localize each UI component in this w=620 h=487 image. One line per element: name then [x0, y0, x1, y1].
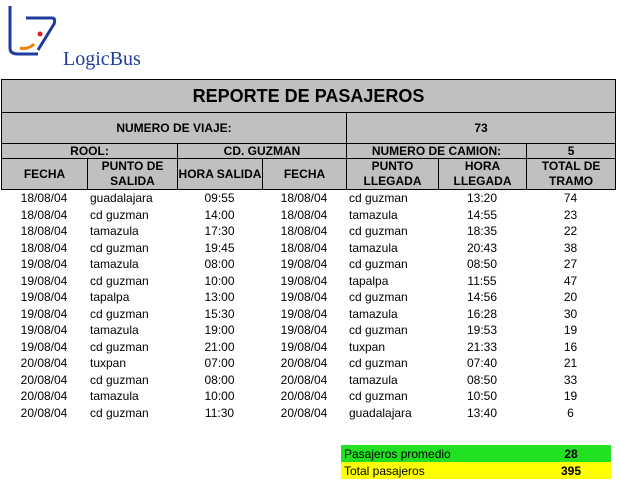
cell-punto-salida: tamazula: [90, 257, 139, 272]
table-row: [1, 273, 615, 290]
cell-punto-salida: cd guzman: [90, 339, 149, 354]
cell-punto-salida: cd guzman: [90, 306, 149, 321]
cell-punto-salida: cd guzman: [90, 372, 149, 387]
cell-fecha-llegada: 19/08/04: [280, 323, 328, 338]
cell-hora-llegada: 13:20: [466, 191, 498, 206]
cell-punto-salida: guadalajara: [90, 191, 153, 206]
cell-fecha-salida: 19/08/04: [20, 323, 68, 338]
cell-hora-llegada: 16:28: [466, 306, 498, 321]
cell-fecha-salida: 19/08/04: [20, 339, 68, 354]
column-header-hora-llegada: HORA LLEGADA: [439, 159, 527, 190]
cell-hora-salida: 13:00: [204, 290, 235, 305]
numero-viaje-value: 73: [347, 113, 616, 144]
cell-hora-llegada: 21:33: [466, 339, 498, 354]
cell-total-tramo: 19: [563, 323, 578, 338]
cell-hora-salida: 08:00: [204, 372, 235, 387]
cell-hora-llegada: 10:50: [466, 389, 498, 404]
table-row: [1, 355, 615, 372]
cell-punto-llegada: cd guzman: [349, 224, 408, 239]
cell-hora-salida: 19:00: [204, 323, 235, 338]
logicbus-logo: [4, 4, 164, 74]
cell-punto-salida: tapalpa: [90, 290, 130, 305]
cell-fecha-salida: 19/08/04: [20, 257, 68, 272]
cell-hora-llegada: 19:53: [466, 323, 498, 338]
column-header-fecha-llegada: FECHA: [263, 159, 347, 190]
cell-hora-salida: 09:55: [204, 191, 235, 206]
cell-total-tramo: 27: [563, 257, 578, 272]
cell-hora-llegada: 07:40: [466, 356, 498, 371]
cell-fecha-salida: 18/08/04: [20, 224, 68, 239]
table-row: [1, 306, 615, 323]
table-row: [1, 322, 615, 339]
cell-total-tramo: 38: [563, 240, 578, 255]
cell-hora-salida: 19:45: [204, 240, 235, 255]
cell-fecha-llegada: 20/08/04: [280, 372, 328, 387]
cell-total-tramo: 33: [563, 372, 578, 387]
cell-hora-salida: 10:00: [204, 389, 235, 404]
cell-fecha-llegada: 20/08/04: [280, 389, 328, 404]
cell-fecha-salida: 18/08/04: [20, 240, 68, 255]
cell-punto-salida: tuxpan: [90, 356, 127, 371]
logo-mark-icon: [4, 4, 64, 60]
cell-total-tramo: 47: [563, 273, 578, 288]
table-row: [1, 405, 615, 422]
column-header-punto-llegada: PUNTO LLEGADA: [347, 159, 439, 190]
column-header-punto-salida: PUNTO DE SALIDA: [88, 159, 178, 190]
cell-hora-llegada: 08:50: [466, 257, 498, 272]
cell-fecha-llegada: 19/08/04: [280, 306, 328, 321]
cell-hora-llegada: 14:55: [466, 207, 498, 222]
cell-fecha-llegada: 20/08/04: [280, 356, 328, 371]
cell-total-tramo: 30: [563, 306, 578, 321]
cell-punto-salida: cd guzman: [90, 273, 149, 288]
cell-punto-salida: cd guzman: [90, 405, 149, 420]
table-row: [1, 388, 615, 405]
cell-fecha-llegada: 18/08/04: [280, 224, 328, 239]
cell-total-tramo: 16: [563, 339, 578, 354]
cell-fecha-salida: 18/08/04: [20, 191, 68, 206]
total-value: 395: [531, 462, 611, 479]
cell-punto-llegada: cd guzman: [349, 257, 408, 272]
cell-punto-llegada: tamazula: [349, 306, 398, 321]
cell-punto-llegada: cd guzman: [349, 323, 408, 338]
rool-label: ROOL:: [2, 144, 178, 159]
cell-hora-llegada: 13:40: [466, 405, 498, 420]
cell-hora-llegada: 11:55: [467, 273, 497, 288]
table-row: [1, 339, 615, 356]
cell-fecha-salida: 20/08/04: [20, 356, 68, 371]
cell-punto-llegada: tuxpan: [349, 339, 386, 354]
cell-fecha-llegada: 19/08/04: [280, 257, 328, 272]
cell-fecha-salida: 20/08/04: [20, 372, 68, 387]
cell-hora-llegada: 20:43: [466, 240, 498, 255]
promedio-value: 28: [531, 445, 611, 462]
cell-fecha-llegada: 18/08/04: [280, 240, 328, 255]
cell-total-tramo: 23: [563, 207, 578, 222]
trips-table: [1, 190, 615, 421]
table-row: [1, 289, 615, 306]
cell-total-tramo: 21: [563, 356, 578, 371]
rool-value: CD. GUZMAN: [178, 144, 347, 159]
cell-fecha-salida: 19/08/04: [20, 273, 68, 288]
total-row: [341, 462, 611, 479]
cell-total-tramo: 20: [563, 290, 578, 305]
cell-fecha-llegada: 20/08/04: [280, 405, 328, 420]
cell-punto-llegada: cd guzman: [349, 356, 408, 371]
column-header-fecha-salida: FECHA: [2, 159, 88, 190]
cell-hora-salida: 11:30: [204, 405, 235, 420]
cell-punto-llegada: tamazula: [349, 207, 398, 222]
passenger-report: [1, 79, 615, 421]
cell-punto-salida: tamazula: [90, 389, 139, 404]
cell-punto-llegada: tapalpa: [349, 273, 389, 288]
numero-camion-value: 5: [527, 144, 616, 159]
cell-punto-llegada: cd guzman: [349, 290, 408, 305]
numero-viaje-label: NUMERO DE VIAJE:: [2, 113, 347, 144]
cell-hora-salida: 14:00: [204, 207, 235, 222]
column-header-hora-salida: HORA SALIDA: [178, 159, 263, 190]
cell-hora-salida: 15:30: [204, 306, 235, 321]
promedio-row: [341, 445, 611, 462]
cell-hora-salida: 10:00: [204, 273, 235, 288]
logo-text: LogicBus: [63, 48, 141, 70]
cell-hora-llegada: 14:56: [466, 290, 498, 305]
cell-hora-salida: 08:00: [204, 257, 235, 272]
cell-fecha-salida: 20/08/04: [20, 405, 68, 420]
cell-fecha-salida: 19/08/04: [20, 306, 68, 321]
cell-hora-salida: 21:00: [204, 339, 235, 354]
cell-hora-llegada: 18:35: [466, 224, 498, 239]
cell-punto-llegada: tamazula: [349, 240, 398, 255]
cell-fecha-salida: 18/08/04: [20, 207, 68, 222]
cell-punto-salida: cd guzman: [90, 240, 149, 255]
report-header: [1, 79, 616, 190]
cell-total-tramo: 22: [563, 224, 578, 239]
summary-box: [341, 445, 611, 479]
report-title: REPORTE DE PASAJEROS: [2, 80, 616, 113]
table-row: [1, 223, 615, 240]
cell-total-tramo: 6: [567, 405, 574, 420]
cell-fecha-llegada: 18/08/04: [280, 207, 328, 222]
cell-punto-salida: tamazula: [90, 323, 139, 338]
cell-punto-llegada: tamazula: [349, 372, 398, 387]
table-row: [1, 372, 615, 389]
table-row: [1, 207, 615, 224]
total-label: Total pasajeros: [341, 462, 531, 479]
cell-fecha-salida: 20/08/04: [20, 389, 68, 404]
cell-fecha-llegada: 19/08/04: [280, 290, 328, 305]
promedio-label: Pasajeros promedio: [341, 445, 531, 462]
table-row: [1, 240, 615, 257]
cell-fecha-salida: 19/08/04: [20, 290, 68, 305]
cell-total-tramo: 74: [563, 191, 578, 206]
cell-punto-llegada: cd guzman: [349, 389, 408, 404]
table-row: [1, 256, 615, 273]
cell-fecha-llegada: 19/08/04: [280, 273, 328, 288]
cell-punto-salida: tamazula: [90, 224, 139, 239]
cell-hora-salida: 07:00: [204, 356, 235, 371]
cell-punto-llegada: cd guzman: [349, 191, 408, 206]
table-row: [1, 190, 615, 207]
cell-punto-salida: cd guzman: [90, 207, 149, 222]
cell-hora-salida: 17:30: [204, 224, 235, 239]
cell-hora-llegada: 08:50: [466, 372, 498, 387]
cell-fecha-llegada: 18/08/04: [280, 191, 328, 206]
column-header-total-tramo: TOTAL DE TRAMO: [527, 159, 616, 190]
cell-punto-llegada: guadalajara: [349, 405, 412, 420]
cell-fecha-llegada: 19/08/04: [280, 339, 328, 354]
cell-total-tramo: 19: [563, 389, 578, 404]
numero-camion-label: NUMERO DE CAMION:: [347, 144, 527, 159]
